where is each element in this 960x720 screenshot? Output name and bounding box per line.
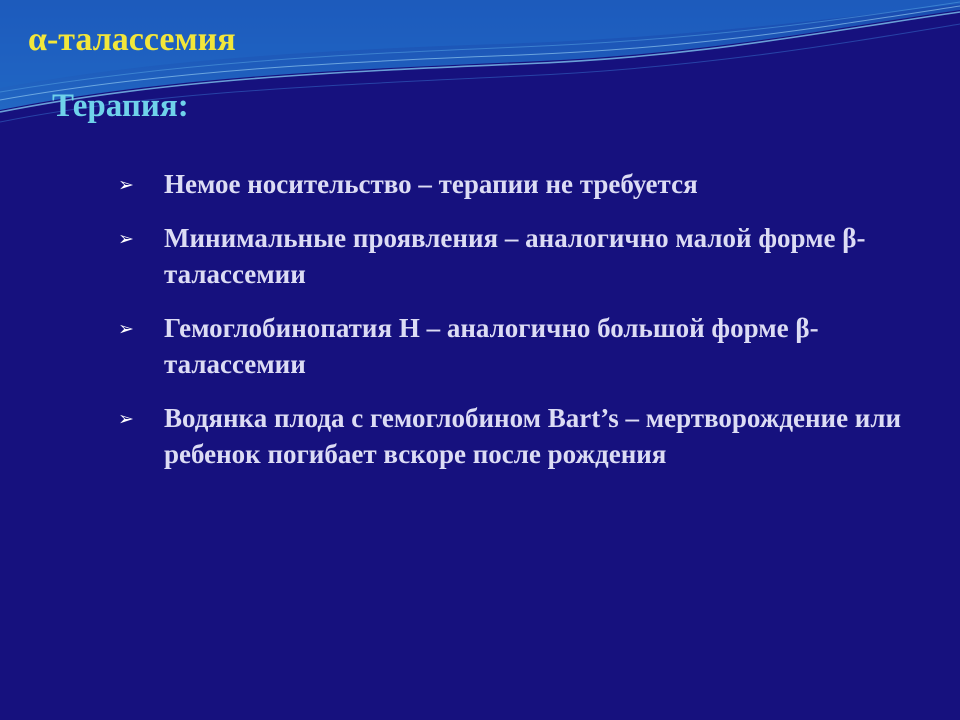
bullet-item bbox=[118, 166, 918, 202]
slide-title: α-талассемия bbox=[28, 21, 236, 58]
slide-subtitle: Терапия: bbox=[52, 88, 189, 124]
arrow-bullet-icon: ➢ bbox=[118, 408, 134, 430]
bullet-text: Гемоглобинопатия Н – аналогично большой форме β-талассемии bbox=[164, 313, 819, 379]
arrow-bullet-icon: ➢ bbox=[118, 318, 134, 340]
bullet-item bbox=[118, 400, 918, 472]
bullet-text: Минимальные проявления – аналогично малой форме β-талассемии bbox=[164, 223, 866, 289]
arrow-bullet-icon: ➢ bbox=[118, 174, 134, 196]
bullet-item bbox=[118, 220, 918, 292]
bullet-text: Водянка плода с гемоглобином Bart’s – мертворождение или ребенок погибает вскоре после рождения bbox=[164, 403, 902, 469]
bullet-item bbox=[118, 310, 918, 382]
bullet-list bbox=[118, 166, 918, 490]
bullet-text: Немое носительство – терапии не требуется bbox=[164, 169, 698, 199]
arrow-bullet-icon: ➢ bbox=[118, 228, 134, 250]
